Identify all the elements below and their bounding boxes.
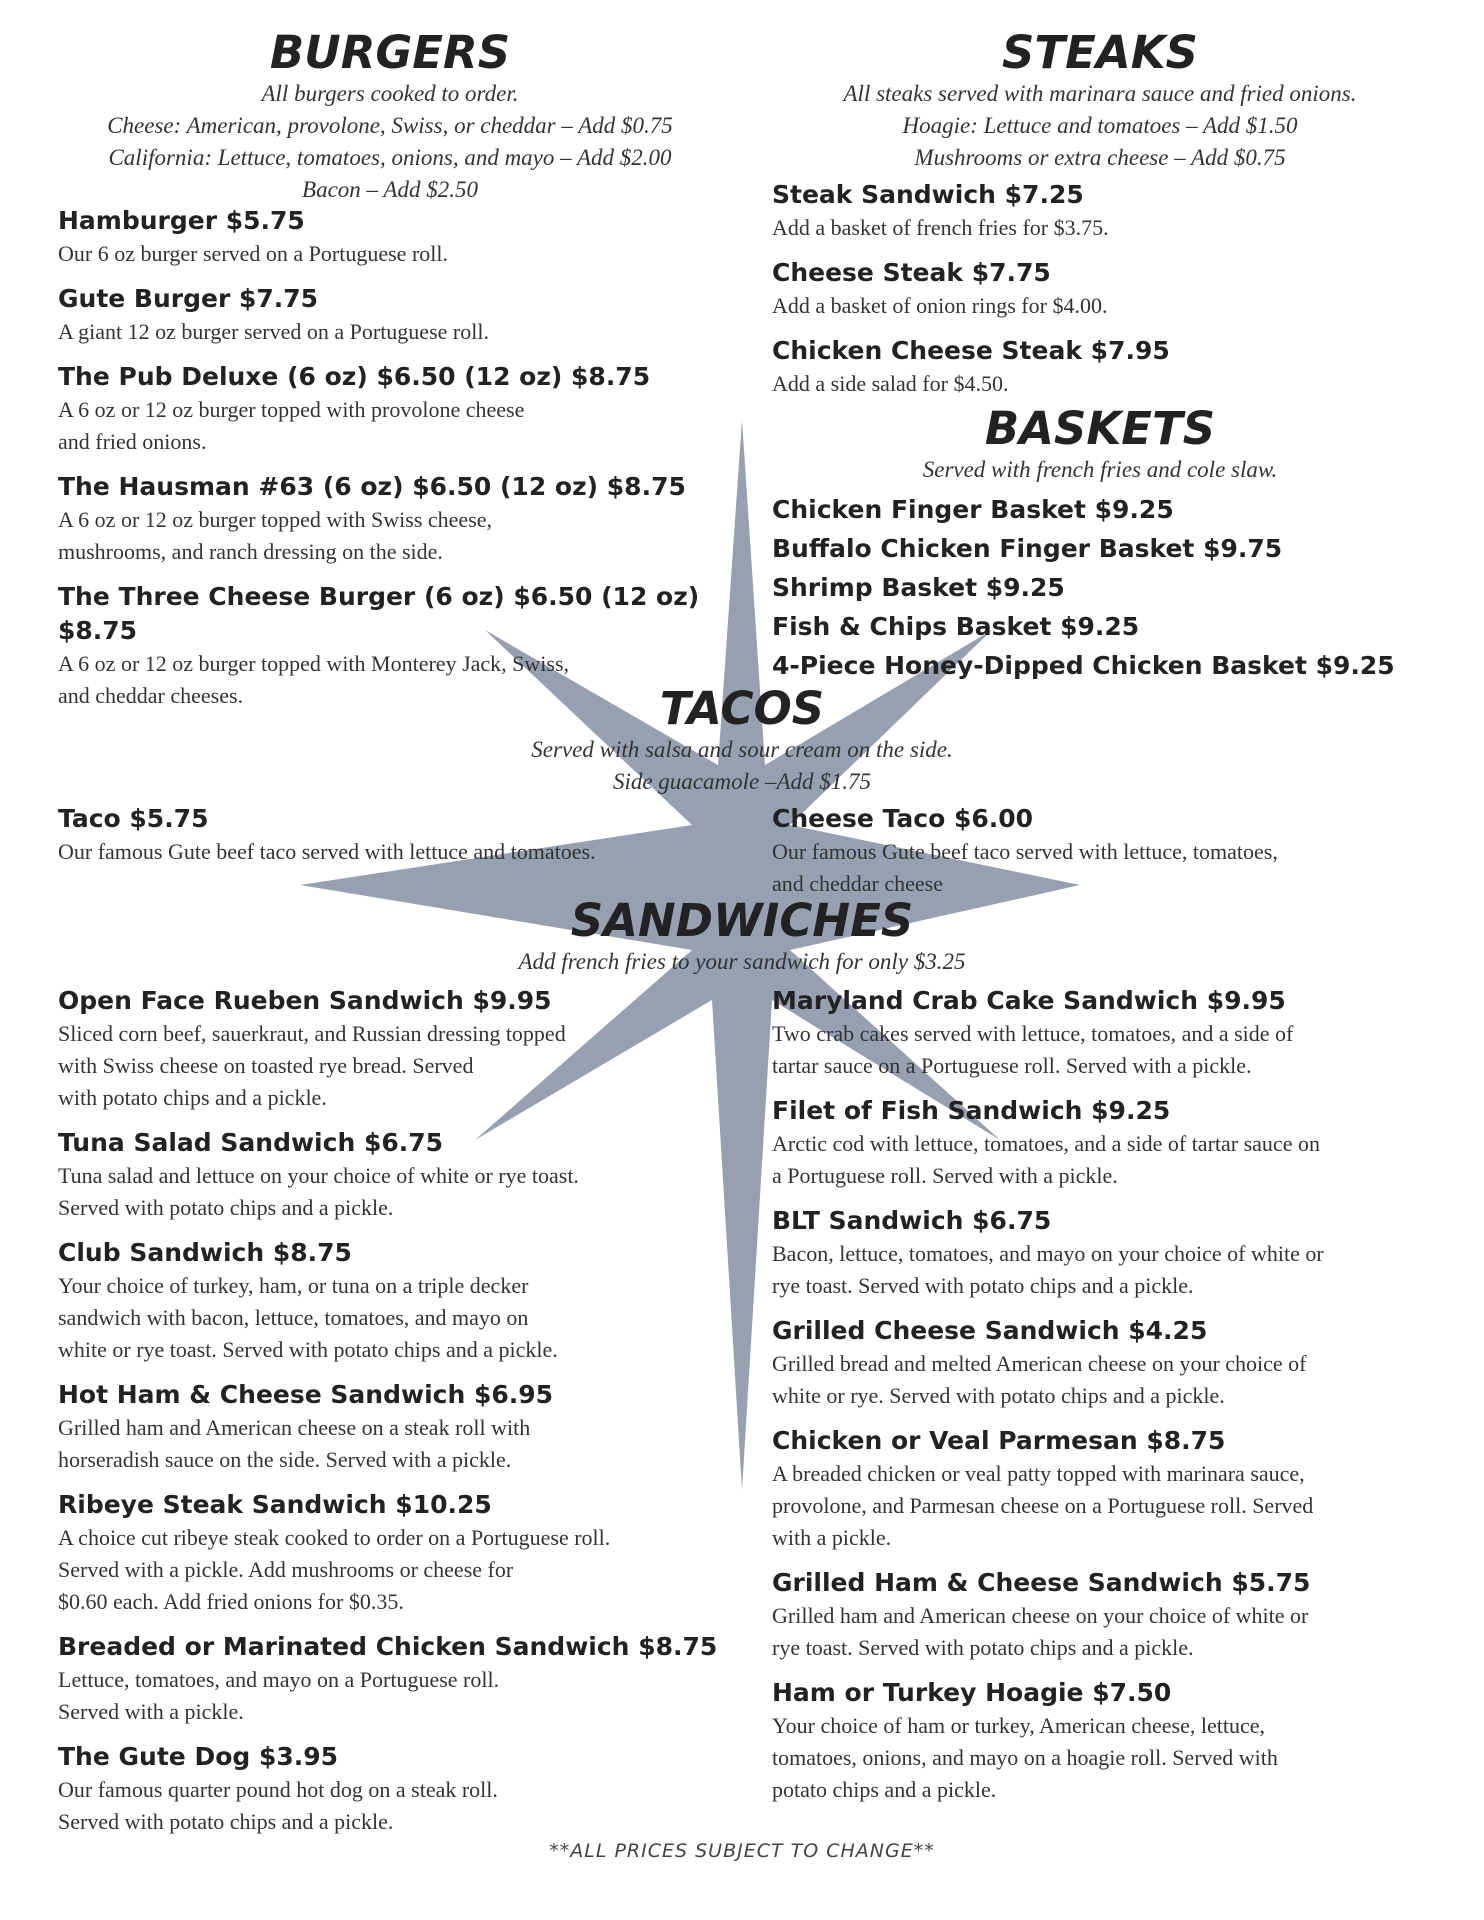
menu-item (772, 1676, 1462, 1806)
item-desc: Bacon, lettuce, tomatoes, and mayo on your choice of white or (772, 1241, 1324, 1266)
item-desc: with a pickle. (772, 1525, 892, 1550)
tacos-note: Side guacamole –Add $1.75 (612, 768, 872, 794)
item-desc: tartar sauce on a Portuguese roll. Served with a pickle. (772, 1053, 1252, 1078)
menu-item (58, 1378, 758, 1476)
steaks-note: Hoagie: Lettuce and tomatoes – Add $1.50 (902, 112, 1298, 138)
item-desc: A giant 12 oz burger served on a Portuguese roll. (58, 319, 489, 344)
steaks-header (750, 28, 1450, 174)
burgers-note: Bacon – Add $2.50 (302, 176, 478, 202)
item-desc: white or rye toast. Served with potato chips and a pickle. (58, 1337, 558, 1362)
steaks-list (772, 178, 1452, 412)
item-title: The Pub Deluxe (6 oz) $6.50 (12 oz) $8.75 (58, 362, 651, 391)
menu-item (58, 204, 728, 270)
menu-item (772, 1424, 1462, 1554)
item-desc: A 6 oz or 12 oz burger topped with Monterey Jack, Swiss, (58, 651, 570, 676)
item-title: Grilled Cheese Sandwich $4.25 (772, 1316, 1208, 1345)
item-desc: Our famous quarter pound hot dog on a steak roll. (58, 1777, 498, 1802)
steaks-note: Mushrooms or extra cheese – Add $0.75 (914, 144, 1286, 170)
basket-item: Fish & Chips Basket $9.25 (772, 612, 1140, 641)
item-desc: A choice cut ribeye steak cooked to order on a Portuguese roll. (58, 1525, 611, 1550)
item-desc: with potato chips and a pickle. (58, 1085, 327, 1110)
menu-item (58, 1126, 758, 1224)
item-title: Open Face Rueben Sandwich $9.95 (58, 986, 552, 1015)
item-title: Chicken or Veal Parmesan $8.75 (772, 1426, 1226, 1455)
item-desc: white or rye. Served with potato chips and a pickle. (772, 1383, 1225, 1408)
item-desc: Arctic cod with lettuce, tomatoes, and a side of tartar sauce on (772, 1131, 1320, 1156)
menu-item (772, 334, 1452, 400)
burgers-title: BURGERS (269, 26, 511, 79)
menu-item (772, 984, 1462, 1082)
item-title: Cheese Steak $7.75 (772, 258, 1051, 287)
item-desc: Your choice of ham or turkey, American cheese, lettuce, (772, 1713, 1265, 1738)
item-desc: Your choice of turkey, ham, or tuna on a triple decker (58, 1273, 529, 1298)
menu-item (58, 470, 728, 568)
baskets-note: Served with french fries and cole slaw. (922, 456, 1278, 482)
item-title: Breaded or Marinated Chicken Sandwich $8.75 (58, 1632, 718, 1661)
item-title: The Three Cheese Burger (6 oz) $6.50 (12 oz) $8.75 (58, 582, 700, 645)
basket-item: Chicken Finger Basket $9.25 (772, 495, 1174, 524)
item-desc: $0.60 each. Add fried onions for $0.35. (58, 1589, 404, 1614)
menu-item (772, 178, 1452, 244)
item-desc: rye toast. Served with potato chips and a pickle. (772, 1635, 1194, 1660)
item-title: Gute Burger $7.75 (58, 284, 319, 313)
item-title: Grilled Ham & Cheese Sandwich $5.75 (772, 1568, 1311, 1597)
item-title: Ribeye Steak Sandwich $10.25 (58, 1490, 492, 1519)
burgers-note: Cheese: American, provolone, Swiss, or cheddar – Add $0.75 (107, 112, 673, 138)
burgers-note: All burgers cooked to order. (261, 80, 519, 106)
basket-item: Buffalo Chicken Finger Basket $9.75 (772, 534, 1283, 563)
tacos-title: TACOS (659, 682, 825, 735)
item-desc: Grilled ham and American cheese on a steak roll with (58, 1415, 531, 1440)
item-desc: Tuna salad and lettuce on your choice of white or rye toast. (58, 1163, 579, 1188)
steaks-note: All steaks served with marinara sauce and fried onions. (843, 80, 1357, 106)
tacos-note: Served with salsa and sour cream on the side. (531, 736, 953, 762)
item-title: BLT Sandwich $6.75 (772, 1206, 1052, 1235)
item-desc: A 6 oz or 12 oz burger topped with provolone cheese (58, 397, 525, 422)
taco-item (58, 802, 748, 868)
menu-item (772, 1204, 1462, 1302)
item-title: Cheese Taco $6.00 (772, 804, 1034, 833)
item-title: Hamburger $5.75 (58, 206, 305, 235)
item-desc: a Portuguese roll. Served with a pickle. (772, 1163, 1118, 1188)
item-desc: rye toast. Served with potato chips and a pickle. (772, 1273, 1194, 1298)
item-desc: Lettuce, tomatoes, and mayo on a Portuguese roll. (58, 1667, 500, 1692)
menu-item (772, 256, 1452, 322)
item-title: The Gute Dog $3.95 (58, 1742, 339, 1771)
item-desc: mushrooms, and ranch dressing on the side. (58, 539, 443, 564)
item-desc: Sliced corn beef, sauerkraut, and Russian dressing topped (58, 1021, 566, 1046)
item-desc: tomatoes, onions, and mayo on a hoagie roll. Served with (772, 1745, 1278, 1770)
prices-disclaimer: **ALL PRICES SUBJECT TO CHANGE** (549, 1840, 935, 1862)
item-desc: A breaded chicken or veal patty topped with marinara sauce, (772, 1461, 1305, 1486)
item-desc: and cheddar cheese (772, 871, 944, 896)
item-title: Tuna Salad Sandwich $6.75 (58, 1128, 444, 1157)
burgers-list (58, 204, 728, 724)
item-desc: Add a basket of french fries for $3.75. (772, 215, 1109, 240)
menu-item (58, 282, 728, 348)
item-desc: Served with a pickle. Add mushrooms or cheese for (58, 1557, 514, 1582)
item-desc: Served with potato chips and a pickle. (58, 1809, 394, 1834)
menu-item (58, 984, 758, 1114)
menu-item (772, 1094, 1462, 1192)
item-desc: Grilled bread and melted American cheese on your choice of (772, 1351, 1307, 1376)
item-title: Club Sandwich $8.75 (58, 1238, 352, 1267)
menu-item (58, 360, 728, 458)
item-desc: potato chips and a pickle. (772, 1777, 997, 1802)
baskets-title: BASKETS (984, 402, 1216, 455)
item-desc: Add a basket of onion rings for $4.00. (772, 293, 1108, 318)
item-desc: Our 6 oz burger served on a Portuguese roll. (58, 241, 448, 266)
sandwiches-note: Add french fries to your sandwich for only $3.25 (518, 948, 966, 974)
item-desc: sandwich with bacon, lettuce, tomatoes, and mayo on (58, 1305, 529, 1330)
item-title: The Hausman #63 (6 oz) $6.50 (12 oz) $8.75 (58, 472, 686, 501)
sandwiches-right-column (772, 984, 1462, 1818)
item-title: Filet of Fish Sandwich $9.25 (772, 1096, 1171, 1125)
menu-item (772, 1314, 1462, 1412)
item-title: Taco $5.75 (58, 804, 209, 833)
item-desc: horseradish sauce on the side. Served with a pickle. (58, 1447, 512, 1472)
item-desc: Grilled ham and American cheese on your choice of white or (772, 1603, 1309, 1628)
baskets-list (772, 490, 1452, 685)
burgers-note: California: Lettuce, tomatoes, onions, and mayo – Add $2.00 (108, 144, 672, 170)
item-desc: and fried onions. (58, 429, 207, 454)
baskets-header (750, 404, 1450, 486)
basket-item: 4-Piece Honey-Dipped Chicken Basket $9.25 (772, 651, 1395, 680)
item-title: Steak Sandwich $7.25 (772, 180, 1084, 209)
cheese-taco-item (772, 802, 1452, 900)
item-desc: Our famous Gute beef taco served with lettuce and tomatoes. (58, 839, 596, 864)
item-desc: and cheddar cheeses. (58, 683, 244, 708)
steaks-title: STEAKS (1002, 26, 1198, 79)
menu-item (58, 1236, 758, 1366)
item-title: Hot Ham & Cheese Sandwich $6.95 (58, 1380, 554, 1409)
sandwiches-header (342, 896, 1142, 978)
menu-item (772, 1566, 1462, 1664)
item-desc: Served with potato chips and a pickle. (58, 1195, 394, 1220)
menu-item (58, 1630, 758, 1728)
item-desc: with Swiss cheese on toasted rye bread. Served (58, 1053, 474, 1078)
item-desc: provolone, and Parmesan cheese on a Portuguese roll. Served (772, 1493, 1314, 1518)
basket-item: Shrimp Basket $9.25 (772, 573, 1065, 602)
item-desc: Served with a pickle. (58, 1699, 244, 1724)
sandwiches-title: SANDWICHES (570, 894, 914, 947)
item-desc: A 6 oz or 12 oz burger topped with Swiss cheese, (58, 507, 493, 532)
item-title: Ham or Turkey Hoagie $7.50 (772, 1678, 1172, 1707)
menu-item (58, 1740, 758, 1838)
sandwiches-left-column (58, 984, 758, 1850)
item-desc: Add a side salad for $4.50. (772, 371, 1009, 396)
item-title: Chicken Cheese Steak $7.95 (772, 336, 1170, 365)
tacos-header (342, 684, 1142, 798)
item-desc: Two crab cakes served with lettuce, tomatoes, and a side of (772, 1021, 1294, 1046)
menu-item (58, 1488, 758, 1618)
burgers-header (40, 28, 740, 206)
item-desc: Our famous Gute beef taco served with lettuce, tomatoes, (772, 839, 1278, 864)
item-title: Maryland Crab Cake Sandwich $9.95 (772, 986, 1286, 1015)
